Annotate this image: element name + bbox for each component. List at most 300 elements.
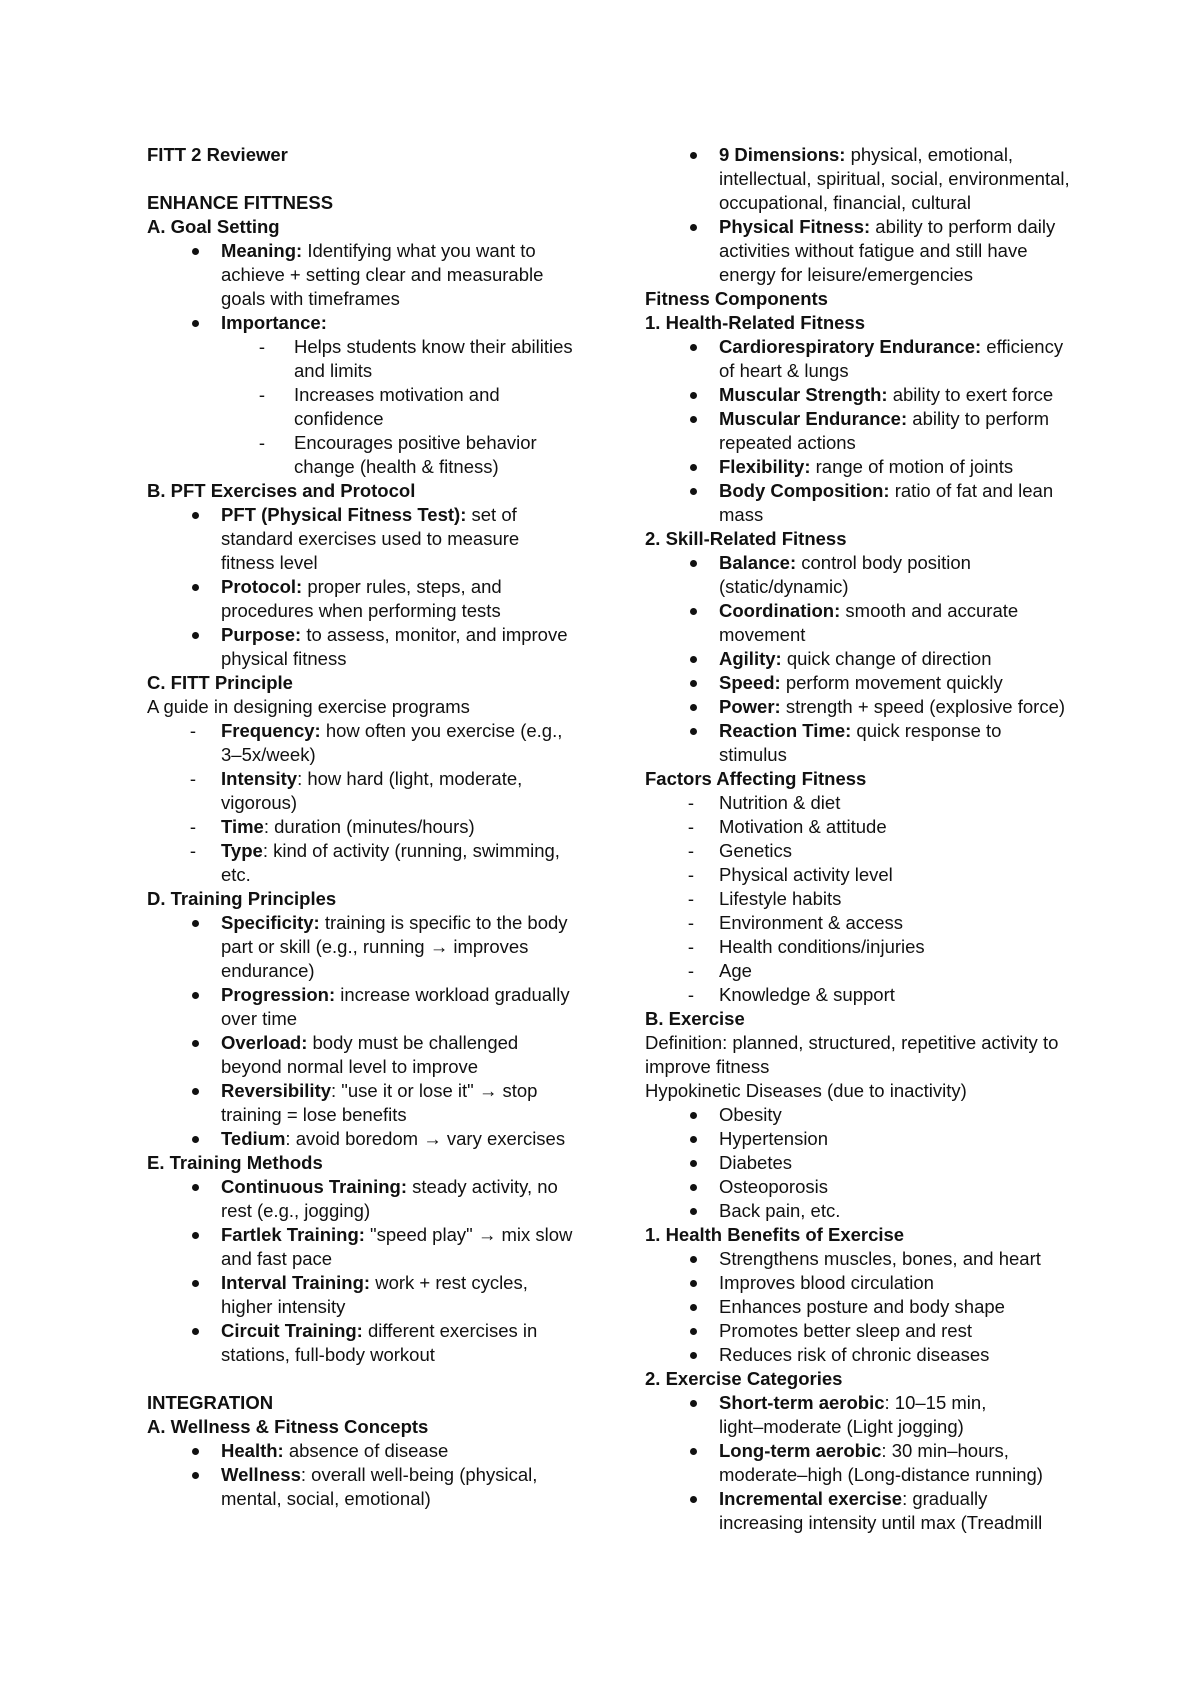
document-title: FITT 2 Reviewer xyxy=(147,144,288,165)
item-text xyxy=(719,1320,972,1341)
item-description: quick change of direction xyxy=(781,648,992,669)
item-term: Progression: xyxy=(221,984,336,1005)
item-term: Interval Training: xyxy=(221,1272,371,1293)
bullet-item xyxy=(147,503,587,575)
item-text xyxy=(221,1224,572,1269)
bullet-dot-icon xyxy=(192,1088,199,1095)
item-term: Muscular Strength: xyxy=(719,384,888,405)
item-description: Genetics xyxy=(719,840,793,861)
bullet-dot-icon xyxy=(690,728,697,735)
subsection-heading: D. Training Principles xyxy=(147,888,337,909)
item-text xyxy=(294,384,500,429)
bullet-item xyxy=(645,407,1085,455)
item-text xyxy=(221,1128,565,1149)
item-term: Intensity xyxy=(221,768,298,789)
item-text xyxy=(719,1152,792,1173)
item-description: steady activity, no rest (e.g., jogging) xyxy=(221,1176,558,1221)
bullet-dot-icon xyxy=(690,416,697,423)
bullet-icon xyxy=(683,1199,703,1223)
item-text xyxy=(719,696,1065,717)
item-text xyxy=(719,720,1001,765)
sub-item xyxy=(147,383,587,431)
dash-icon: - xyxy=(189,720,197,741)
item-text xyxy=(221,720,562,765)
bullet-item xyxy=(645,1127,1085,1151)
bullet-dot-icon xyxy=(690,1280,697,1287)
bullet-icon xyxy=(683,407,703,431)
item-description: different exercises in stations, full-body workout xyxy=(221,1320,538,1365)
bullet-item xyxy=(645,335,1085,383)
item-term: Short-term aerobic xyxy=(719,1392,885,1413)
item-description: work + rest cycles, higher intensity xyxy=(221,1272,528,1317)
item-description: "speed play" → mix slow and fast pace xyxy=(221,1224,573,1269)
item-text xyxy=(221,1464,537,1509)
item-text xyxy=(719,792,840,813)
bullet-icon xyxy=(683,1487,703,1511)
subsection-heading: A. Wellness & Fitness Concepts xyxy=(147,1416,429,1437)
item-description: : 30 min–hours, moderate–high (Long-distance running) xyxy=(719,1440,1043,1485)
bullet-dot-icon xyxy=(192,1184,199,1191)
item-term: Frequency: xyxy=(221,720,321,741)
subsection-heading: B. Exercise xyxy=(645,1008,745,1029)
dash-item xyxy=(645,839,1085,863)
bullet-dot-icon xyxy=(192,1472,199,1479)
bullet-dot-icon xyxy=(690,488,697,495)
bullet-icon xyxy=(683,1295,703,1319)
item-description: perform movement quickly xyxy=(780,672,1003,693)
item-term: PFT (Physical Fitness Test): xyxy=(221,504,467,525)
subsection-heading: C. FITT Principle xyxy=(147,672,293,693)
item-text xyxy=(294,336,573,381)
item-term: Tedium xyxy=(221,1128,286,1149)
bullet-dot-icon xyxy=(192,1280,199,1287)
item-text xyxy=(221,1440,448,1461)
body-text: Definition: planned, structured, repetitive activity to improve fitness xyxy=(645,1032,1059,1077)
bullet-icon xyxy=(185,983,205,1007)
bullet-icon xyxy=(683,551,703,575)
bullet-icon xyxy=(683,599,703,623)
bullet-dot-icon xyxy=(690,1328,697,1335)
item-term: Protocol: xyxy=(221,576,303,597)
item-description: Increases motivation and confidence xyxy=(294,384,500,429)
item-description: : kind of activity (running, swimming, etc. xyxy=(221,840,560,885)
item-description: quick response to stimulus xyxy=(719,720,1002,765)
dash-icon: - xyxy=(687,912,695,933)
bullet-dot-icon xyxy=(690,608,697,615)
dash-icon: - xyxy=(189,840,197,861)
dash-item xyxy=(645,983,1085,1007)
subsection-heading: B. PFT Exercises and Protocol xyxy=(147,480,416,501)
bullet-icon xyxy=(683,383,703,407)
bullet-item xyxy=(147,1223,587,1271)
bullet-item xyxy=(645,1487,1085,1535)
item-term: Purpose: xyxy=(221,624,302,645)
bullet-item xyxy=(645,479,1085,527)
bullet-item xyxy=(147,311,587,335)
item-text xyxy=(221,816,475,837)
item-text xyxy=(719,1392,986,1437)
item-term: Type xyxy=(221,840,263,861)
item-description: : 10–15 min, light–moderate (Light jogging) xyxy=(719,1392,987,1437)
item-description: Diabetes xyxy=(719,1152,793,1173)
dash-item xyxy=(645,863,1085,887)
bullet-icon xyxy=(185,311,205,335)
bullet-dot-icon xyxy=(192,512,199,519)
item-description: increase workload gradually over time xyxy=(221,984,570,1029)
bullet-icon xyxy=(683,671,703,695)
bullet-item xyxy=(645,1151,1085,1175)
bullet-dot-icon xyxy=(690,656,697,663)
dash-item xyxy=(645,935,1085,959)
item-description: Knowledge & support xyxy=(719,984,895,1005)
bullet-icon xyxy=(683,1103,703,1127)
bullet-icon xyxy=(683,695,703,719)
dash-item xyxy=(645,791,1085,815)
item-text xyxy=(719,672,1003,693)
bullet-item xyxy=(147,623,587,671)
bullet-item xyxy=(147,983,587,1031)
dash-icon: - xyxy=(189,816,197,837)
item-text xyxy=(221,504,519,573)
bullet-icon xyxy=(683,1391,703,1415)
item-term: Power: xyxy=(719,696,781,717)
bullet-icon xyxy=(683,1247,703,1271)
dash-item xyxy=(645,959,1085,983)
item-text xyxy=(719,216,1055,285)
dash-icon: - xyxy=(687,936,695,957)
bullet-item xyxy=(645,671,1085,695)
item-text xyxy=(719,408,1049,453)
bullet-icon xyxy=(683,455,703,479)
item-description: Enhances posture and body shape xyxy=(719,1296,1005,1317)
dash-icon: - xyxy=(687,984,695,1005)
dash-item xyxy=(147,767,587,815)
item-text xyxy=(719,336,1063,381)
bullet-item xyxy=(147,1271,587,1319)
bullet-dot-icon xyxy=(192,1040,199,1047)
item-text xyxy=(719,1272,934,1293)
bullet-dot-icon xyxy=(690,1400,697,1407)
dash-icon: - xyxy=(258,336,266,357)
item-text xyxy=(719,1200,840,1221)
bullet-icon xyxy=(683,647,703,671)
item-description: Obesity xyxy=(719,1104,782,1125)
bullet-icon xyxy=(683,1343,703,1367)
bullet-item xyxy=(645,1199,1085,1223)
item-term: Body Composition: xyxy=(719,480,890,501)
item-text xyxy=(221,768,522,813)
bullet-item xyxy=(645,1247,1085,1271)
bullet-dot-icon xyxy=(690,560,697,567)
item-term: Importance: xyxy=(221,312,327,333)
item-description: Encourages positive behavior change (health & fitness) xyxy=(294,432,537,477)
bullet-dot-icon xyxy=(690,1160,697,1167)
bullet-icon xyxy=(185,1319,205,1343)
dash-icon: - xyxy=(258,432,266,453)
bullet-dot-icon xyxy=(690,1352,697,1359)
section-heading: INTEGRATION xyxy=(147,1392,274,1413)
item-text xyxy=(221,1032,518,1077)
bullet-icon xyxy=(185,1439,205,1463)
item-term: Meaning: xyxy=(221,240,303,261)
item-description: Age xyxy=(719,960,752,981)
item-text xyxy=(719,1248,1041,1269)
item-description: Motivation & attitude xyxy=(719,816,887,837)
item-term: Physical Fitness: xyxy=(719,216,871,237)
bullet-item xyxy=(645,1343,1085,1367)
dash-icon: - xyxy=(687,816,695,837)
item-text xyxy=(719,552,971,597)
bullet-icon xyxy=(683,1127,703,1151)
bullet-item xyxy=(147,1463,587,1511)
bullet-dot-icon xyxy=(192,992,199,999)
bullet-item xyxy=(147,1319,587,1367)
item-term: Agility: xyxy=(719,648,782,669)
item-text xyxy=(719,1104,782,1125)
item-description: ability to perform repeated actions xyxy=(719,408,1050,453)
dash-icon: - xyxy=(687,792,695,813)
bullet-dot-icon xyxy=(690,1448,697,1455)
bullet-item xyxy=(645,1391,1085,1439)
dash-item xyxy=(147,815,587,839)
bullet-dot-icon xyxy=(690,1112,697,1119)
item-text xyxy=(294,432,537,477)
dash-item xyxy=(645,887,1085,911)
blank-line xyxy=(147,1367,587,1391)
item-term: Specificity: xyxy=(221,912,320,933)
bullet-icon xyxy=(683,1151,703,1175)
dash-icon: - xyxy=(258,384,266,405)
item-description: physical, emotional, intellectual, spiritual, social, environmental, occupational, financial, cultural xyxy=(719,144,1070,213)
item-description: smooth and accurate movement xyxy=(719,600,1019,645)
item-description: Osteoporosis xyxy=(719,1176,828,1197)
bullet-dot-icon xyxy=(690,464,697,471)
bullet-item xyxy=(147,911,587,983)
item-term: 9 Dimensions: xyxy=(719,144,846,165)
body-text: A guide in designing exercise programs xyxy=(147,696,470,717)
item-text xyxy=(719,816,887,837)
item-description: Nutrition & diet xyxy=(719,792,841,813)
bullet-dot-icon xyxy=(690,1208,697,1215)
bullet-item xyxy=(645,1295,1085,1319)
dash-icon: - xyxy=(687,840,695,861)
bullet-icon xyxy=(185,1463,205,1487)
item-text xyxy=(719,912,903,933)
section-heading: ENHANCE FITTNESS xyxy=(147,192,334,213)
item-description: Reduces risk of chronic diseases xyxy=(719,1344,990,1365)
item-term: Fartlek Training: xyxy=(221,1224,365,1245)
item-text xyxy=(719,864,893,885)
dash-item xyxy=(645,911,1085,935)
sub-item xyxy=(147,335,587,383)
item-description: : avoid boredom → vary exercises xyxy=(285,1128,566,1149)
subsection-heading: Fitness Components xyxy=(645,288,828,309)
bullet-item xyxy=(645,383,1085,407)
subsection-heading: E. Training Methods xyxy=(147,1152,323,1173)
bullet-icon xyxy=(683,143,703,167)
bullet-item xyxy=(645,455,1085,479)
item-term: Muscular Endurance: xyxy=(719,408,908,429)
bullet-icon xyxy=(185,1223,205,1247)
bullet-icon xyxy=(683,1319,703,1343)
subsection-heading: A. Goal Setting xyxy=(147,216,280,237)
bullet-dot-icon xyxy=(192,1136,199,1143)
item-term: Incremental exercise xyxy=(719,1488,903,1509)
subsection-heading: 2. Skill-Related Fitness xyxy=(645,528,847,549)
bullet-item xyxy=(645,1319,1085,1343)
item-text xyxy=(221,840,560,885)
bullet-dot-icon xyxy=(192,320,199,327)
bullet-dot-icon xyxy=(690,152,697,159)
bullet-icon xyxy=(185,239,205,263)
bullet-item xyxy=(645,647,1085,671)
item-description: Physical activity level xyxy=(719,864,893,885)
subsection-heading: 1. Health-Related Fitness xyxy=(645,312,866,333)
bullet-item xyxy=(645,1271,1085,1295)
item-description: ratio of fat and lean mass xyxy=(719,480,1054,525)
bullet-item xyxy=(645,1175,1085,1199)
item-text xyxy=(719,1296,1005,1317)
item-term: Reversibility xyxy=(221,1080,332,1101)
item-description: ability to perform daily activities without fatigue and still have energy for leisure/emergencies xyxy=(719,216,1056,285)
item-term: Balance: xyxy=(719,552,797,573)
item-text xyxy=(719,1128,828,1149)
item-description: control body position (static/dynamic) xyxy=(719,552,971,597)
bullet-icon xyxy=(683,1271,703,1295)
bullet-item xyxy=(645,1103,1085,1127)
item-term: Speed: xyxy=(719,672,781,693)
item-description: range of motion of joints xyxy=(810,456,1014,477)
item-description: Lifestyle habits xyxy=(719,888,842,909)
bullet-item xyxy=(147,1079,587,1127)
bullet-icon xyxy=(185,1175,205,1199)
item-description: to assess, monitor, and improve physical fitness xyxy=(221,624,568,669)
item-text xyxy=(221,1080,537,1125)
item-description: Promotes better sleep and rest xyxy=(719,1320,972,1341)
item-text xyxy=(719,1440,1043,1485)
item-description: proper rules, steps, and procedures when performing tests xyxy=(221,576,502,621)
item-description: set of standard exercises used to measure fitness level xyxy=(221,504,520,573)
bullet-item xyxy=(147,1175,587,1223)
bullet-dot-icon xyxy=(192,632,199,639)
body-text: Hypokinetic Diseases (due to inactivity) xyxy=(645,1080,967,1101)
dash-icon: - xyxy=(189,768,197,789)
item-description: absence of disease xyxy=(283,1440,449,1461)
blank-line xyxy=(147,167,587,191)
bullet-item xyxy=(645,143,1085,215)
item-text xyxy=(221,912,568,981)
item-text xyxy=(719,936,925,957)
bullet-dot-icon xyxy=(690,1304,697,1311)
bullet-dot-icon xyxy=(690,680,697,687)
bullet-item xyxy=(147,239,587,311)
item-description: Environment & access xyxy=(719,912,904,933)
item-term: Circuit Training: xyxy=(221,1320,363,1341)
item-description: efficiency of heart & lungs xyxy=(719,336,1064,381)
bullet-icon xyxy=(683,719,703,743)
item-description: strength + speed (explosive force) xyxy=(780,696,1066,717)
item-text xyxy=(221,624,568,669)
dash-icon: - xyxy=(687,960,695,981)
item-text xyxy=(221,984,570,1029)
bullet-icon xyxy=(185,1031,205,1055)
item-text xyxy=(221,576,502,621)
item-text xyxy=(719,1344,989,1365)
bullet-icon xyxy=(185,1079,205,1103)
bullet-icon xyxy=(185,623,205,647)
item-description: Back pain, etc. xyxy=(719,1200,841,1221)
item-text xyxy=(719,648,992,669)
bullet-item xyxy=(645,695,1085,719)
item-term: Health: xyxy=(221,1440,284,1461)
item-text xyxy=(719,1176,828,1197)
bullet-dot-icon xyxy=(690,392,697,399)
bullet-dot-icon xyxy=(192,1328,199,1335)
item-description: body must be challenged beyond normal level to improve xyxy=(221,1032,519,1077)
item-description: : gradually increasing intensity until max (Treadmill xyxy=(719,1488,1043,1533)
item-description: Strengthens muscles, bones, and heart xyxy=(719,1248,1041,1269)
bullet-item xyxy=(645,719,1085,767)
bullet-dot-icon xyxy=(192,248,199,255)
bullet-item xyxy=(645,1439,1085,1487)
item-description: Identifying what you want to achieve + setting clear and measurable goals with timeframes xyxy=(221,240,544,309)
item-text xyxy=(719,840,792,861)
item-description: training is specific to the body part or skill (e.g., running → improves endurance) xyxy=(221,912,568,981)
bullet-item xyxy=(147,1439,587,1463)
bullet-icon xyxy=(683,1175,703,1199)
item-term: Overload: xyxy=(221,1032,308,1053)
item-description: : overall well-being (physical, mental, social, emotional) xyxy=(221,1464,538,1509)
item-description: Hypertension xyxy=(719,1128,829,1149)
item-term: Time xyxy=(221,816,264,837)
bullet-item xyxy=(147,1127,587,1151)
item-description: ability to exert force xyxy=(887,384,1054,405)
bullet-icon xyxy=(185,1271,205,1295)
bullet-dot-icon xyxy=(192,584,199,591)
item-text xyxy=(719,480,1053,525)
dash-icon: - xyxy=(687,864,695,885)
bullet-dot-icon xyxy=(690,1136,697,1143)
bullet-icon xyxy=(185,503,205,527)
bullet-icon xyxy=(185,1127,205,1151)
sub-item xyxy=(147,431,587,479)
subsection-heading: 1. Health Benefits of Exercise xyxy=(645,1224,905,1245)
bullet-item xyxy=(147,1031,587,1079)
bullet-icon xyxy=(683,215,703,239)
item-text xyxy=(221,1272,528,1317)
item-text xyxy=(221,1320,537,1365)
item-description: Health conditions/injuries xyxy=(719,936,925,957)
item-description: Helps students know their abilities and limits xyxy=(294,336,573,381)
item-text xyxy=(221,240,543,309)
right-column xyxy=(645,143,1085,1535)
bullet-dot-icon xyxy=(690,224,697,231)
item-text xyxy=(719,384,1053,405)
item-term: Coordination: xyxy=(719,600,841,621)
bullet-icon xyxy=(185,575,205,599)
bullet-icon xyxy=(683,1439,703,1463)
item-description: : "use it or lose it" → stop training = lose benefits xyxy=(221,1080,538,1125)
item-text xyxy=(719,984,895,1005)
dash-item xyxy=(645,815,1085,839)
item-text xyxy=(719,600,1018,645)
subsection-heading: Factors Affecting Fitness xyxy=(645,768,867,789)
bullet-dot-icon xyxy=(690,344,697,351)
item-term: Wellness xyxy=(221,1464,301,1485)
item-term: Continuous Training: xyxy=(221,1176,408,1197)
item-text xyxy=(719,144,1070,213)
bullet-dot-icon xyxy=(192,920,199,927)
